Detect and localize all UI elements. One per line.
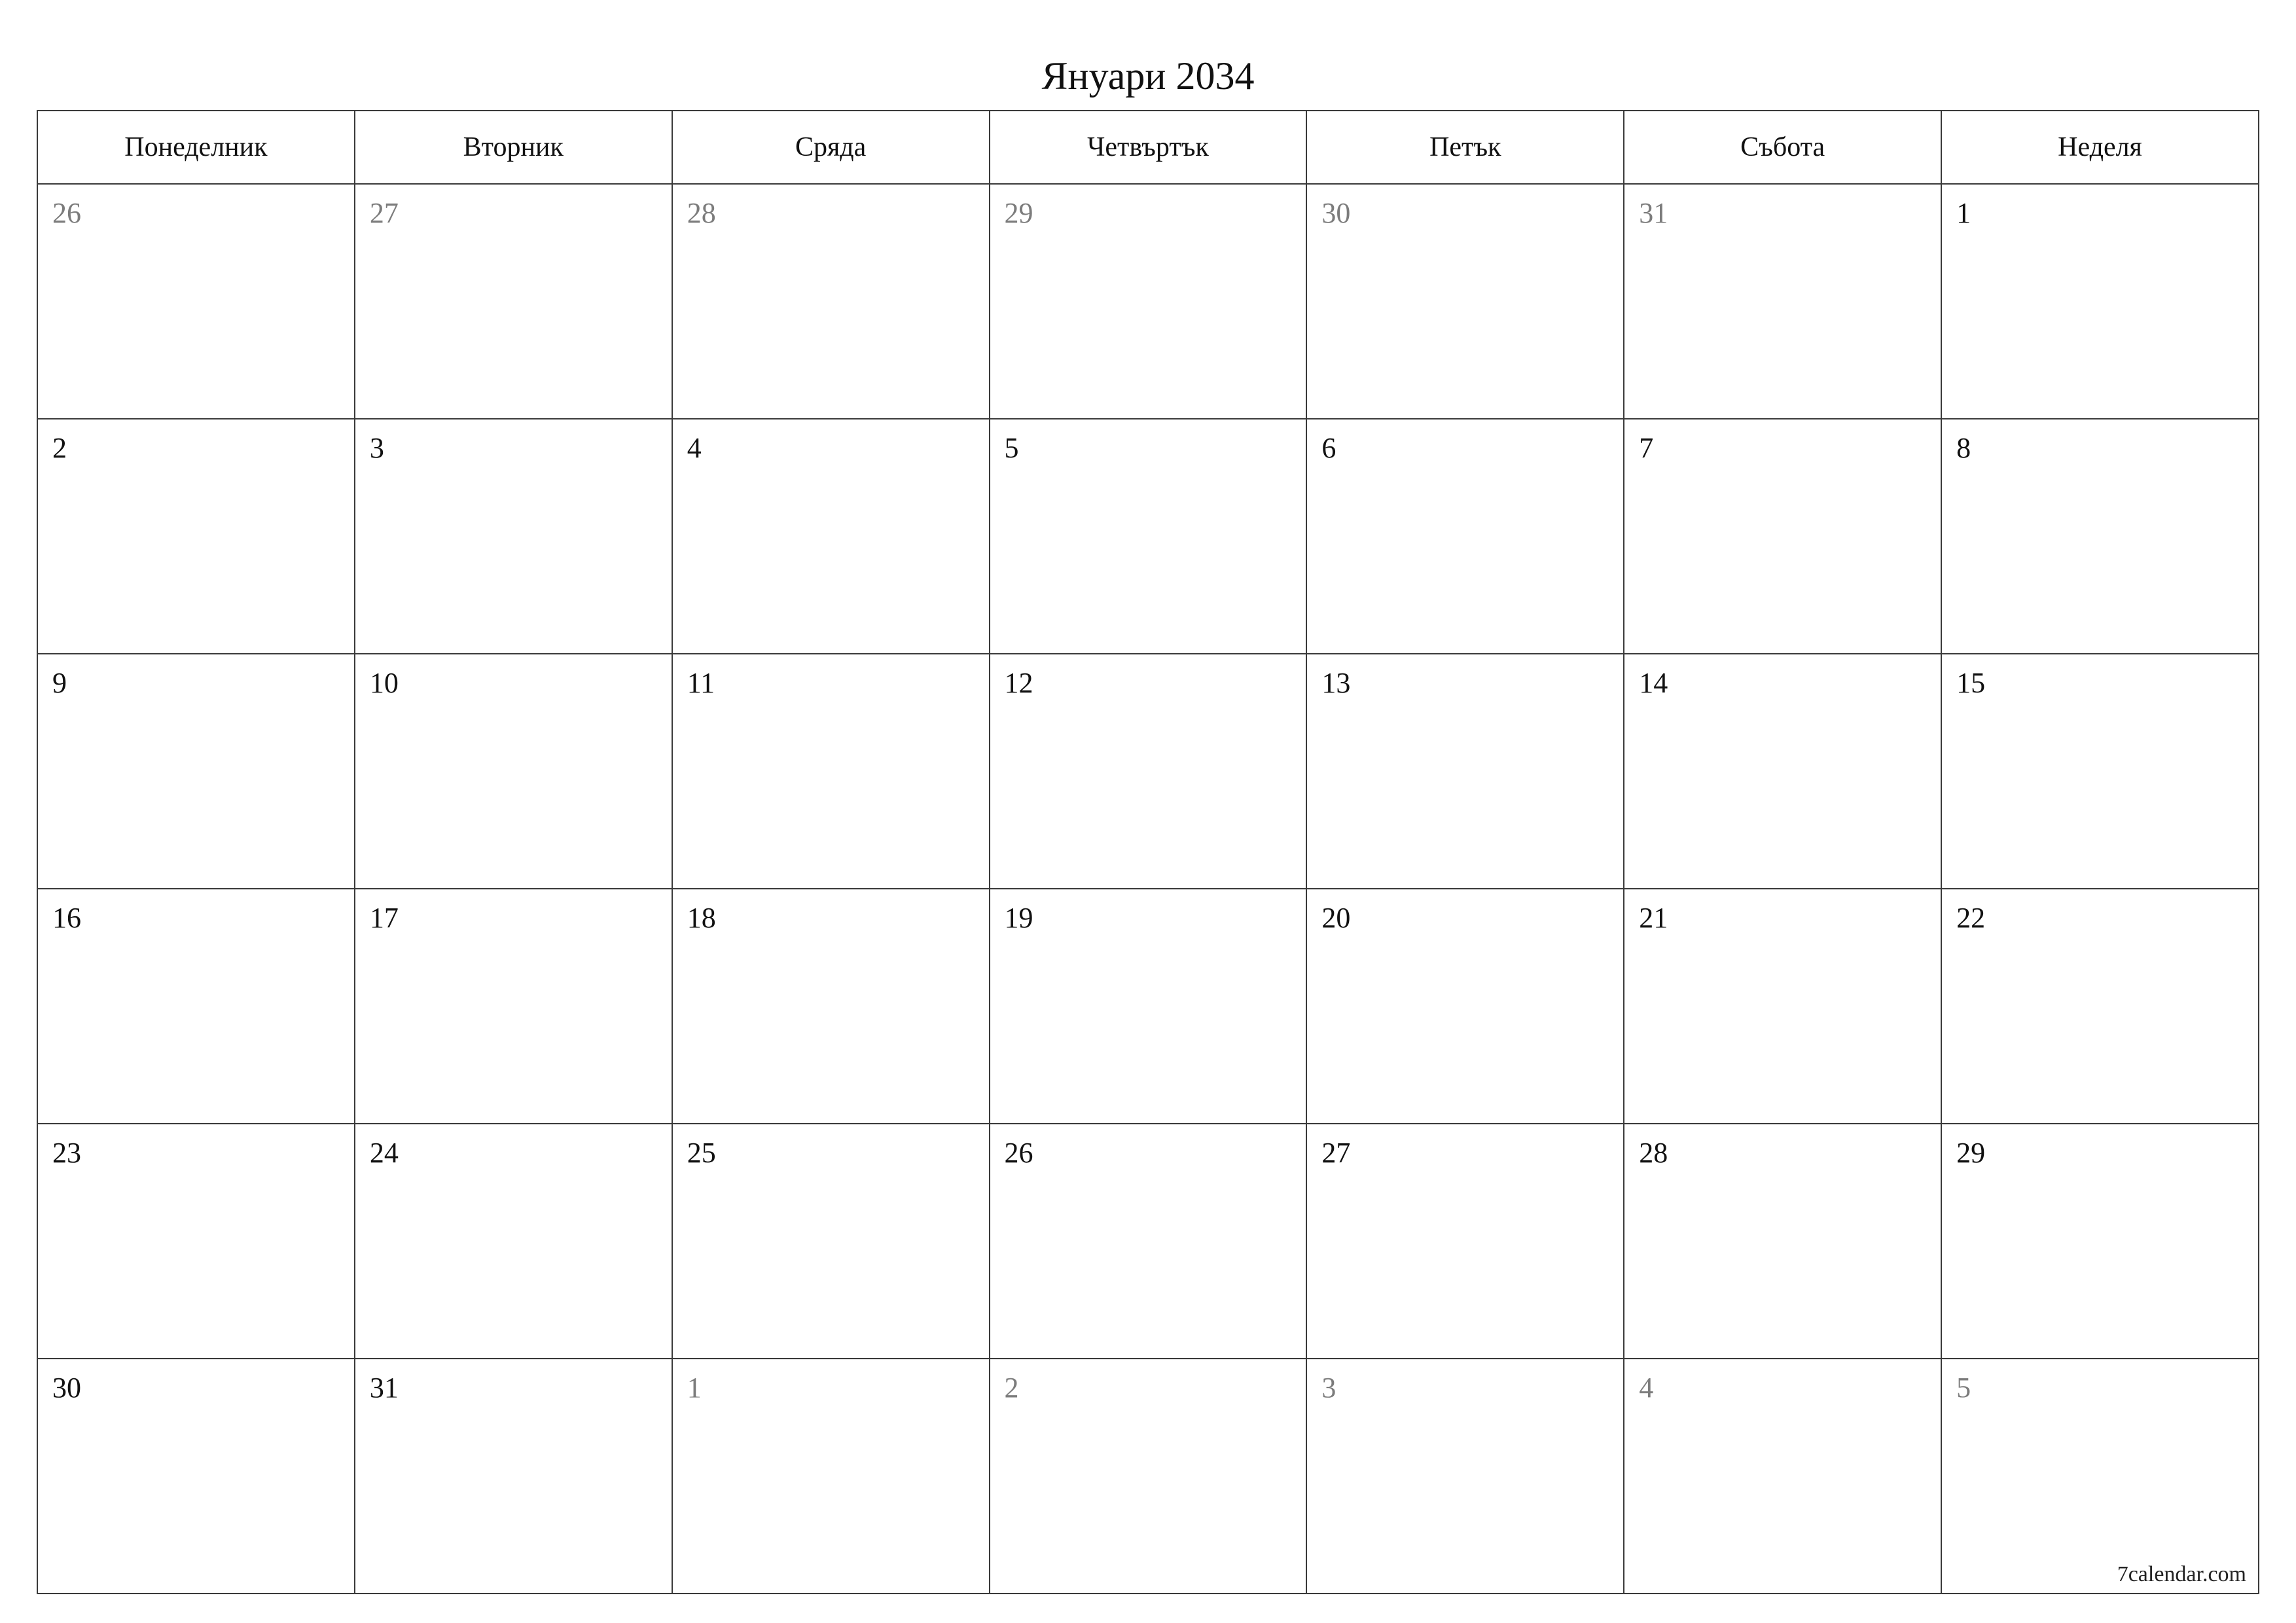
day-cell[interactable]: [1624, 184, 1941, 419]
day-number: 26: [1004, 1137, 1033, 1169]
week-row: [37, 1124, 2259, 1359]
day-number: 5: [1004, 432, 1019, 464]
day-number: 1: [1956, 197, 1971, 229]
day-cell[interactable]: [1624, 1124, 1941, 1359]
calendar-title: Януари 2034: [1041, 54, 1255, 98]
day-number: 30: [1321, 197, 1351, 229]
day-cell[interactable]: [355, 654, 672, 889]
day-number: 27: [1321, 1137, 1351, 1169]
day-cell[interactable]: [1306, 889, 1624, 1124]
day-number: 26: [52, 197, 81, 229]
week-row: [37, 419, 2259, 654]
day-cell[interactable]: [990, 1359, 1307, 1594]
day-cell[interactable]: [37, 419, 355, 654]
day-cell[interactable]: [1941, 889, 2259, 1124]
weekday-header-sunday: Неделя: [1941, 111, 2259, 184]
day-number: 7: [1639, 432, 1654, 464]
day-number: 22: [1956, 902, 1986, 934]
day-number: 28: [687, 197, 716, 229]
day-number: 12: [1004, 667, 1033, 699]
day-cell[interactable]: [672, 419, 990, 654]
day-number: 21: [1639, 902, 1668, 934]
day-cell[interactable]: [990, 184, 1307, 419]
calendar-weeks: [37, 184, 2259, 1594]
day-cell[interactable]: [1306, 1124, 1624, 1359]
day-number: 19: [1004, 902, 1033, 934]
day-number: 3: [1321, 1372, 1336, 1404]
calendar-grid: [37, 110, 2259, 1594]
day-number: 10: [369, 667, 399, 699]
day-number: 15: [1956, 667, 1986, 699]
day-number: 11: [687, 667, 715, 699]
day-cell[interactable]: [990, 654, 1307, 889]
day-number: 31: [369, 1372, 399, 1404]
day-number: 13: [1321, 667, 1351, 699]
day-number: 29: [1956, 1137, 1986, 1169]
day-number: 23: [52, 1137, 81, 1169]
day-number: 18: [687, 902, 716, 934]
day-cell[interactable]: [37, 889, 355, 1124]
day-number: 6: [1321, 432, 1336, 464]
day-cell[interactable]: [1941, 1124, 2259, 1359]
day-cell[interactable]: [355, 184, 672, 419]
day-number: 28: [1639, 1137, 1668, 1169]
day-number: 20: [1321, 902, 1351, 934]
day-number: 29: [1004, 197, 1033, 229]
day-cell[interactable]: [1624, 419, 1941, 654]
day-number: 9: [52, 667, 67, 699]
day-cell[interactable]: [355, 1124, 672, 1359]
weekday-header-row: [37, 111, 2259, 184]
day-number: 1: [687, 1372, 702, 1404]
weekday-header-thursday: Четвъртък: [990, 111, 1307, 184]
weekday-header-monday: Понеделник: [37, 111, 355, 184]
day-cell[interactable]: [1306, 184, 1624, 419]
day-cell[interactable]: [1624, 654, 1941, 889]
day-number: 5: [1956, 1372, 1971, 1404]
week-row: [37, 184, 2259, 419]
day-number: 2: [52, 432, 67, 464]
day-number: 3: [369, 432, 384, 464]
site-credit[interactable]: 7calendar.com: [2117, 1562, 2246, 1586]
day-cell[interactable]: [1941, 654, 2259, 889]
day-number: 4: [687, 432, 702, 464]
day-number: 16: [52, 902, 81, 934]
day-cell[interactable]: [1941, 184, 2259, 419]
day-cell[interactable]: [1306, 654, 1624, 889]
day-cell[interactable]: [37, 654, 355, 889]
day-cell[interactable]: [672, 184, 990, 419]
day-cell[interactable]: [1624, 1359, 1941, 1594]
day-cell[interactable]: [672, 889, 990, 1124]
day-cell[interactable]: [1941, 419, 2259, 654]
day-cell[interactable]: [37, 1359, 355, 1594]
weekday-header-saturday: Събота: [1624, 111, 1941, 184]
day-number: 30: [52, 1372, 81, 1404]
day-cell[interactable]: [1941, 1359, 2259, 1594]
day-cell[interactable]: [672, 1124, 990, 1359]
day-cell[interactable]: [672, 654, 990, 889]
day-cell[interactable]: [37, 1124, 355, 1359]
day-cell[interactable]: [990, 889, 1307, 1124]
day-number: 4: [1639, 1372, 1654, 1404]
weekday-header-friday: Петък: [1306, 111, 1624, 184]
day-number: 24: [369, 1137, 399, 1169]
day-cell[interactable]: [355, 889, 672, 1124]
day-cell[interactable]: [1306, 419, 1624, 654]
day-number: 27: [369, 197, 399, 229]
day-cell[interactable]: [990, 1124, 1307, 1359]
day-cell[interactable]: [672, 1359, 990, 1594]
day-number: 8: [1956, 432, 1971, 464]
weekday-header-tuesday: Вторник: [355, 111, 672, 184]
day-number: 31: [1639, 197, 1668, 229]
day-number: 2: [1004, 1372, 1019, 1404]
weekday-header-wednesday: Сряда: [672, 111, 990, 184]
day-number: 17: [369, 902, 399, 934]
day-cell[interactable]: [1306, 1359, 1624, 1594]
day-cell[interactable]: [37, 184, 355, 419]
day-cell[interactable]: [355, 419, 672, 654]
day-number: 25: [687, 1137, 716, 1169]
day-number: 14: [1639, 667, 1668, 699]
week-row: [37, 889, 2259, 1124]
week-row: [37, 654, 2259, 889]
week-row: [37, 1359, 2259, 1594]
day-cell[interactable]: [1624, 889, 1941, 1124]
day-cell[interactable]: [355, 1359, 672, 1594]
day-cell[interactable]: [990, 419, 1307, 654]
